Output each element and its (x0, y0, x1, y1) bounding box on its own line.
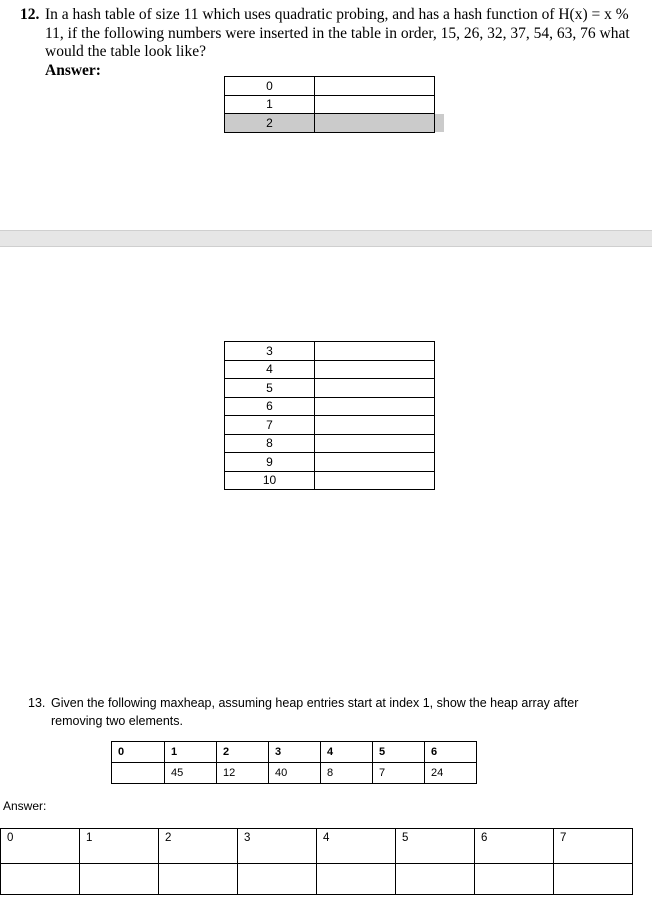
heap-index: 0 (112, 742, 165, 763)
hash-value-cell[interactable] (315, 114, 435, 133)
answer-index: 0 (1, 829, 80, 864)
selection-highlight (435, 114, 444, 132)
answer-value-cell[interactable] (475, 864, 554, 895)
hash-row (225, 379, 435, 398)
hash-value-cell[interactable] (315, 434, 435, 453)
hash-index: 8 (225, 434, 315, 453)
hash-index: 3 (225, 342, 315, 361)
page-break (0, 230, 652, 247)
answer-value-cell[interactable] (238, 864, 317, 895)
hash-row-selected (225, 114, 435, 133)
hash-index: 0 (225, 77, 315, 96)
hash-row (225, 471, 435, 490)
hash-index: 4 (225, 360, 315, 379)
answer-value-cell[interactable] (159, 864, 238, 895)
hash-index: 10 (225, 471, 315, 490)
answer-label: Answer: (3, 799, 47, 813)
heap-index: 5 (373, 742, 425, 763)
answer-label: Answer: (45, 61, 101, 79)
answer-index: 3 (238, 829, 317, 864)
hash-row (225, 342, 435, 361)
answer-index: 4 (317, 829, 396, 864)
hash-row (225, 77, 435, 96)
hash-row (225, 95, 435, 114)
answer-value-cell[interactable] (1, 864, 80, 895)
hash-index: 1 (225, 95, 315, 114)
hash-value-cell[interactable] (315, 416, 435, 435)
hash-index: 5 (225, 379, 315, 398)
hash-row (225, 453, 435, 472)
answer-value-cell[interactable] (80, 864, 159, 895)
heap-value: 45 (165, 763, 217, 784)
hash-value-cell[interactable] (315, 453, 435, 472)
hash-row (225, 397, 435, 416)
heap-index: 1 (165, 742, 217, 763)
answer-index: 1 (80, 829, 159, 864)
hash-index: 9 (225, 453, 315, 472)
hash-index: 2 (225, 114, 315, 133)
question-text: Given the following maxheap, assuming heap entries start at index 1, show the heap array after removing two elements. (51, 696, 579, 728)
heap-value: 40 (269, 763, 321, 784)
answer-index: 6 (475, 829, 554, 864)
question-number: 12. (20, 6, 40, 23)
hash-value-cell[interactable] (315, 397, 435, 416)
heap-value: 12 (217, 763, 269, 784)
hash-index: 7 (225, 416, 315, 435)
answer-index: 7 (554, 829, 633, 864)
answer-index-row (1, 829, 633, 864)
answer-value-row (1, 864, 633, 895)
heap-value-row (112, 763, 477, 784)
heap-index: 6 (425, 742, 477, 763)
question-12 (20, 6, 630, 80)
heap-value (112, 763, 165, 784)
hash-value-cell[interactable] (315, 379, 435, 398)
maxheap-table (111, 741, 477, 784)
heap-index: 3 (269, 742, 321, 763)
question-13 (28, 694, 628, 730)
heap-value: 7 (373, 763, 425, 784)
question-text: In a hash table of size 11 which uses quadratic probing, and has a hash function of H(x) = x % 11, if the following numbers were inserted in the table in order, 15, 26, 32, 37, 54, 63, 76 what would the table look like? (45, 6, 630, 60)
answer-value-cell[interactable] (317, 864, 396, 895)
heap-value: 8 (321, 763, 373, 784)
hash-value-cell[interactable] (315, 471, 435, 490)
question-number: 13. (28, 696, 46, 710)
hash-value-cell[interactable] (315, 95, 435, 114)
heap-index: 4 (321, 742, 373, 763)
heap-index: 2 (217, 742, 269, 763)
answer-value-cell[interactable] (396, 864, 475, 895)
answer-value-cell[interactable] (554, 864, 633, 895)
heap-index-row (112, 742, 477, 763)
answer-index: 5 (396, 829, 475, 864)
hash-row (225, 434, 435, 453)
hash-index: 6 (225, 397, 315, 416)
hash-value-cell[interactable] (315, 360, 435, 379)
heap-value: 24 (425, 763, 477, 784)
hash-table-top (224, 76, 435, 133)
hash-value-cell[interactable] (315, 77, 435, 96)
hash-value-cell[interactable] (315, 342, 435, 361)
hash-row (225, 360, 435, 379)
answer-array-table (0, 828, 633, 895)
hash-table-bottom (224, 341, 435, 490)
hash-row (225, 416, 435, 435)
answer-index: 2 (159, 829, 238, 864)
